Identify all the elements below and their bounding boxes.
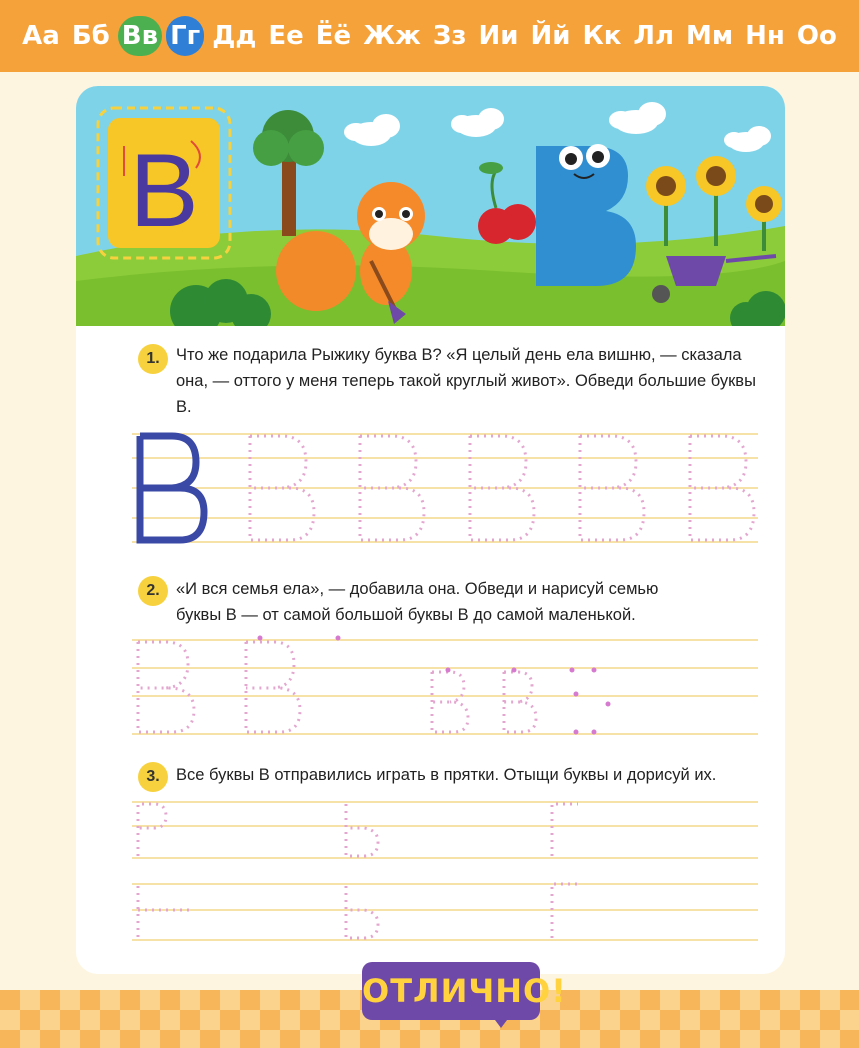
alphabet-strip	[0, 0, 859, 72]
alphabet-letter: Нн	[745, 21, 785, 51]
alphabet-letter: Дд	[212, 21, 257, 51]
task-2-tracing-area[interactable]	[132, 634, 758, 740]
banner-letter: В	[129, 133, 199, 249]
task-2-number: 2.	[138, 576, 168, 606]
task-1-text: Что же подарила Рыжику буква В? «Я целый день ела вишню, — сказала она, — оттого у меня теперь такой круглый живот». Обведи большие буквы В.	[176, 346, 756, 416]
alphabet-bar	[0, 0, 859, 72]
banner-illustration	[76, 86, 785, 326]
worksheet-card	[76, 86, 785, 974]
task-3-number: 3.	[138, 762, 168, 792]
task-3-tracing-area[interactable]	[132, 798, 758, 948]
alphabet-letter: Лл	[633, 21, 675, 51]
alphabet-letter: Оо	[796, 21, 837, 51]
alphabet-letter: Йй	[530, 21, 571, 51]
alphabet-letter-current: Вв	[118, 16, 162, 56]
alphabet-letter: Мм	[686, 21, 734, 51]
alphabet-letter: Ии	[478, 21, 519, 51]
alphabet-letter: Бб	[71, 21, 110, 51]
task-1-number: 1.	[138, 344, 168, 374]
alphabet-letter: Кк	[582, 21, 622, 51]
alphabet-letter: Ее	[268, 21, 304, 51]
alphabet-letter: Зз	[432, 21, 467, 51]
praise-banner: ОТЛИЧНО!	[362, 962, 540, 1020]
alphabet-letter: Аа	[22, 21, 60, 51]
alphabet-letter: Жж	[363, 21, 421, 51]
alphabet-letter: Ёё	[315, 21, 352, 51]
task-3-text: Все буквы В отправились играть в прятки. Отыщи буквы и дорисуй их.	[176, 766, 717, 784]
alphabet-letter-next: Гг	[166, 16, 204, 56]
task-2-text: «И вся семья ела», — добавила она. Обведи и нарисуй семью буквы В — от самой большой буквы В до самой маленькой.	[176, 580, 659, 624]
task-1-tracing-area[interactable]	[132, 428, 758, 548]
speech-tail-icon	[492, 1016, 510, 1028]
